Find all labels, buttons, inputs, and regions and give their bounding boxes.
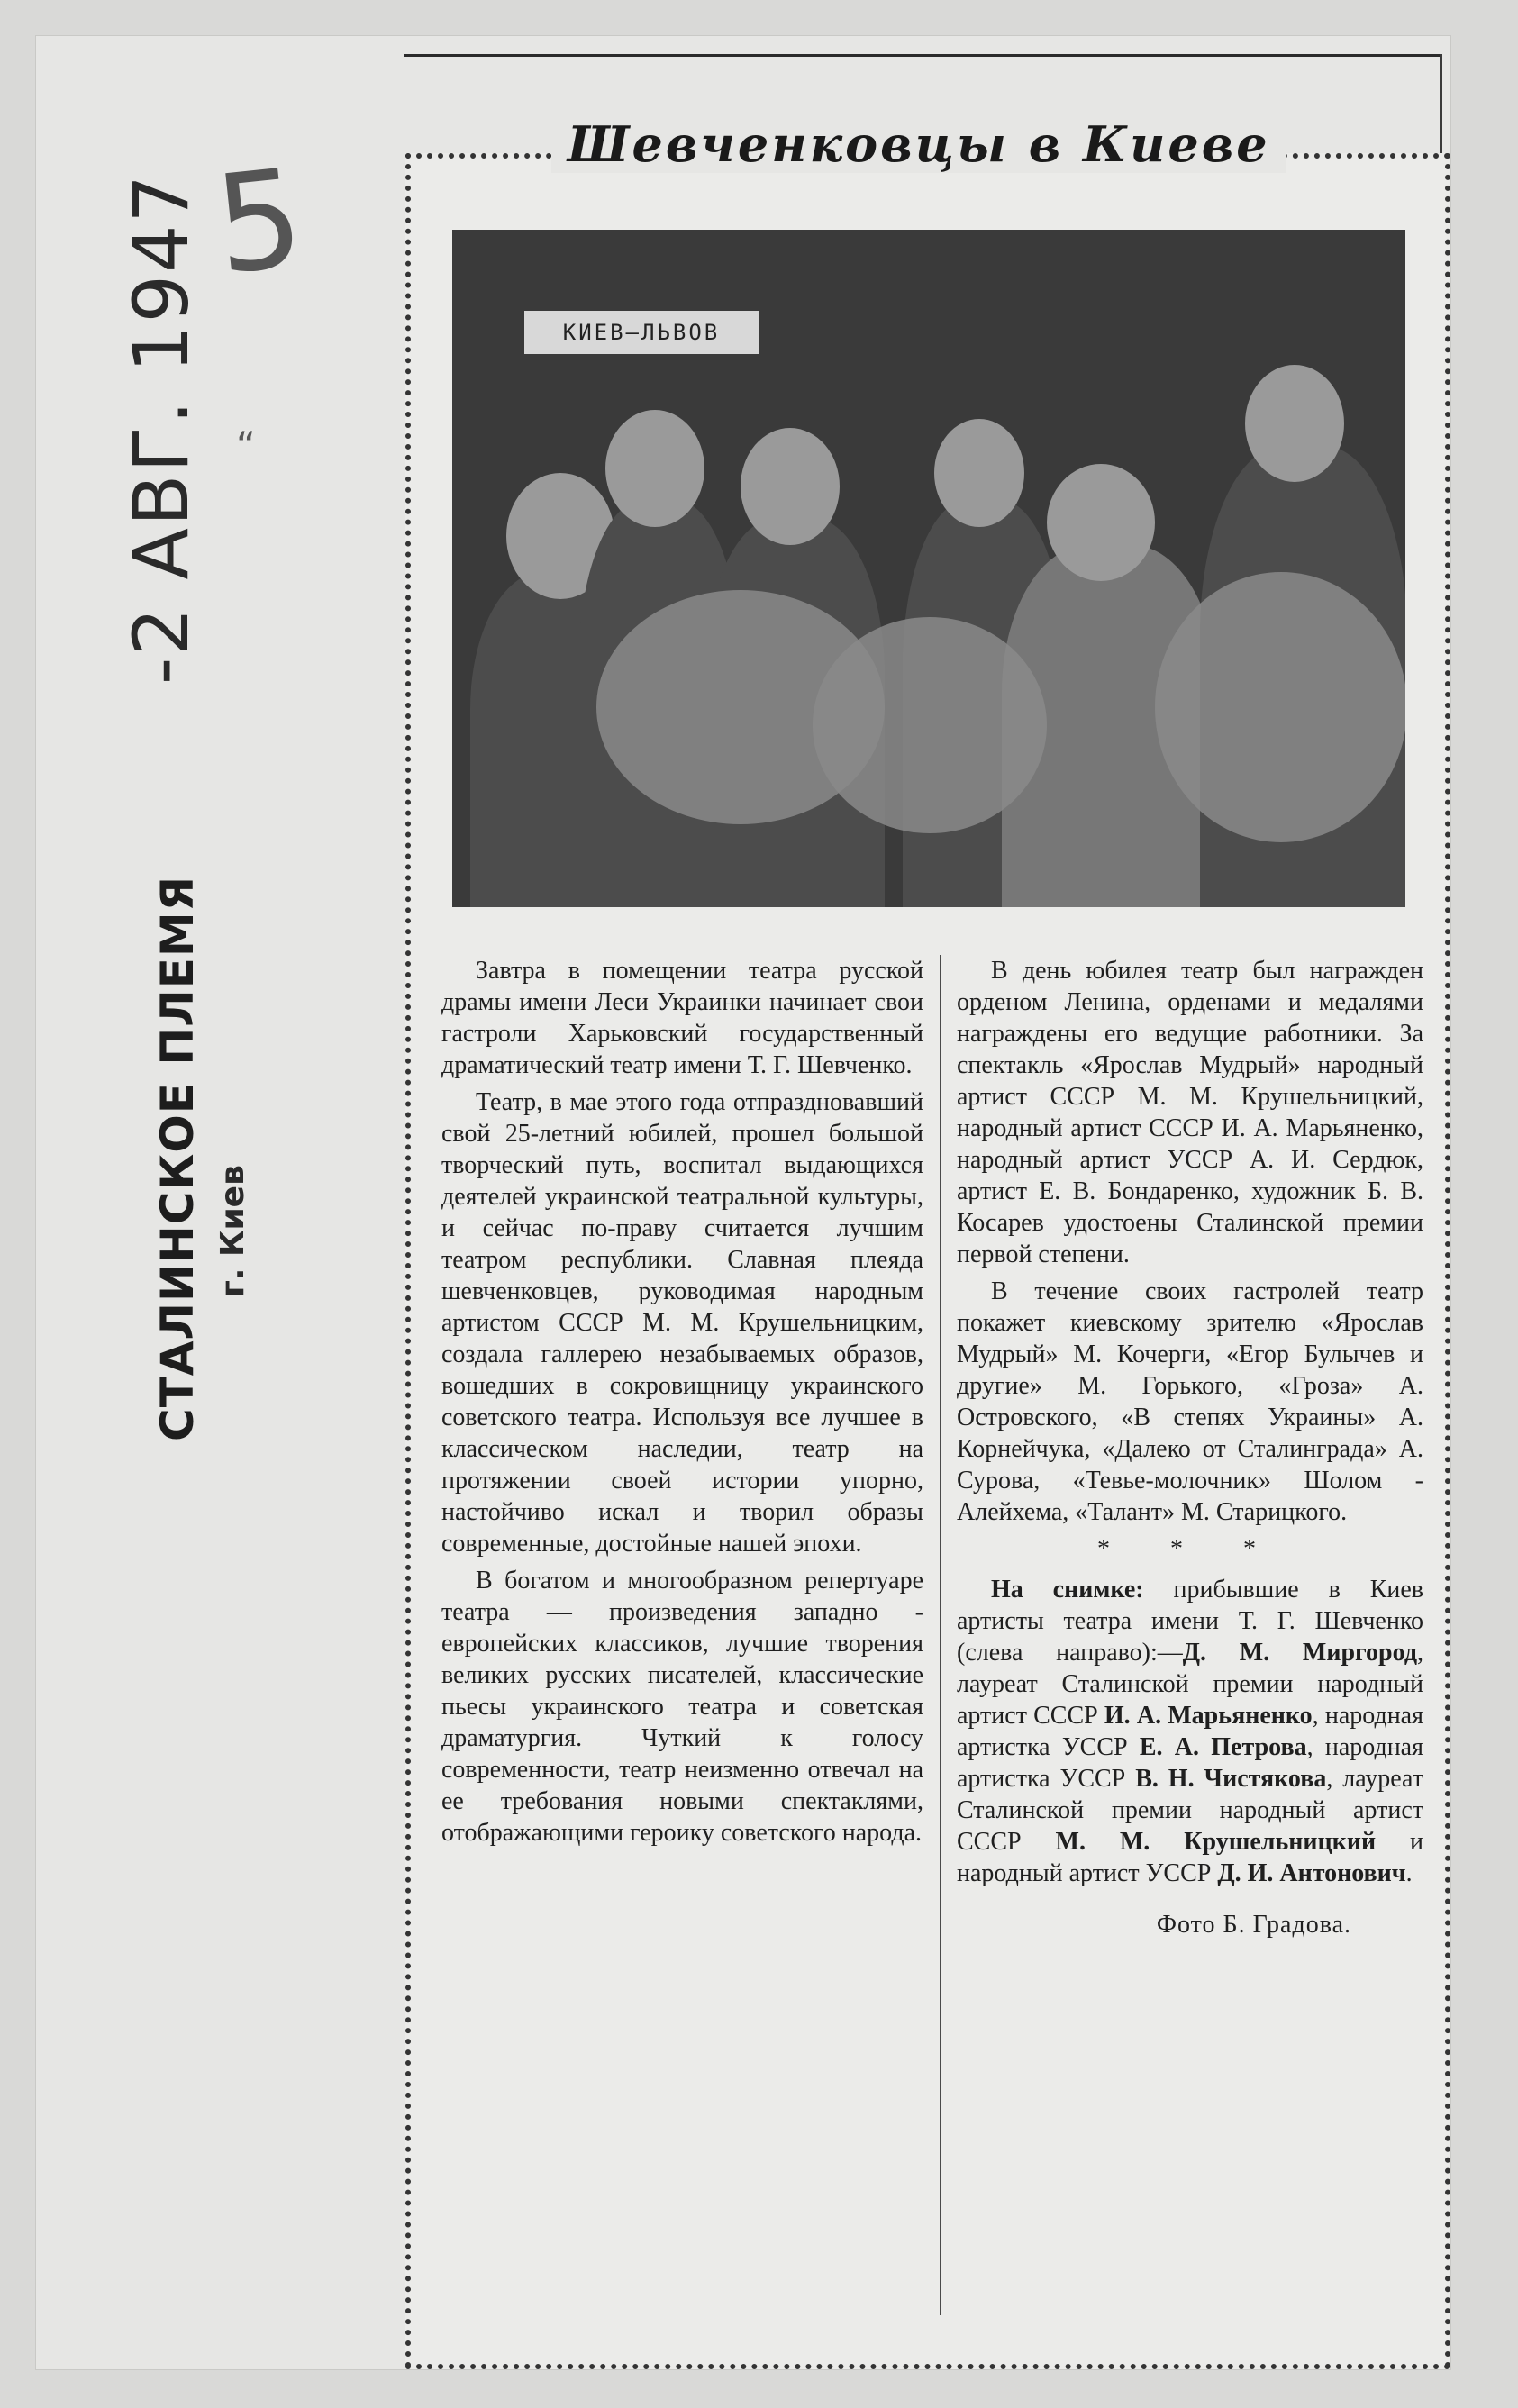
article-paragraph: В богатом и многообразном репертуаре театра — произведения западно - европейских классиков, лучшие творения великих русских писателей, классические пьесы украинского театра и советская драматургия. Чуткий к голосу современности, театр неизменно отвечал на ее требования новыми спектаклями, отображающими героику советского народа. (441, 1567, 923, 1847)
photo-caption (957, 1574, 1423, 1889)
article-photo (452, 230, 1405, 907)
caption-text: , народная артистка УССР (957, 1702, 1423, 1761)
article-right-column (957, 955, 1423, 1940)
article-paragraph: Театр, в мае этого года отпраздновавший свой 25-летний юбилей, прошел большой творческий путь, воспитал выдающихся деятелей украинской театральной культуры, и сейчас по-праву считается лучшим театром республики. Славная плеяда шевченковцев, руководимая народным артистом СССР М. М. Крушельницким, создала галлерею незабываемых образов, вошедших в сокровищницу украинского советского театра. Используя все лучшее в классическом наследии, театр на протяжении своей истории упорно, настойчиво искал и творил образы современные, достойные нашей эпохи. (441, 1088, 923, 1558)
photo-face (605, 410, 704, 527)
pencil-mark: 5 (208, 140, 311, 305)
photo-train-sign: КИЕВ–ЛЬВОВ (524, 311, 759, 354)
photo-face (1047, 464, 1155, 581)
caption-text: , народная артистка УССР (957, 1733, 1423, 1793)
photo-face (741, 428, 840, 545)
caption-name: В. Н. Чистякова (1135, 1765, 1327, 1793)
photo-bouquet (813, 617, 1047, 833)
newspaper-name-stamp: СТАЛИНСКОЕ ПЛЕМЯ (151, 875, 204, 1441)
caption-text: , лауреат Сталинской премии народный артист СССР (957, 1639, 1423, 1730)
city-stamp: г. Киев (214, 1165, 251, 1297)
photo-bouquet (1155, 572, 1405, 842)
photo-face (1245, 365, 1344, 482)
caption-name: М. М. Крушельницкий (1055, 1828, 1377, 1856)
photo-face (934, 419, 1024, 527)
date-stamp: -2 АВГ. 1947 (117, 173, 205, 685)
caption-name: Д. И. Антонович (1217, 1859, 1406, 1887)
pencil-quote-mark: “ (236, 423, 256, 468)
article-paragraph: В день юбилея театр был награжден орденом Ленина, орденами и медалями награждены его ведущие работники. За спектакль «Ярослав Мудрый» народный артист СССР М. М. Крушельницкий, народный артист СССР И. А. Марьяненко, народный артист УССР А. И. Сердюк, артист Е. В. Бондаренко, художник Б. В. Косарев удостоены Сталинской премии первой степени. (957, 957, 1423, 1268)
section-separator-stars: * * * (1097, 1535, 1283, 1563)
article-paragraph: Завтра в помещении театра русской драмы имени Леси Украинки начинает свои гастроли Харьковский государственный драматический театр имени Т. Г. Шевченко. (441, 957, 923, 1079)
caption-text: . (1405, 1859, 1413, 1887)
caption-text: прибывшие в Киев артисты театра имени Т. Г. Шевченко (слева направо):— (957, 1576, 1424, 1667)
article-left-column (441, 955, 923, 1854)
caption-name: Д. М. Миргород (1182, 1639, 1417, 1667)
column-divider (940, 955, 941, 2315)
caption-text: и народный артист УССР (957, 1828, 1423, 1887)
caption-name: И. А. Марьяненко (1104, 1702, 1313, 1730)
photo-credit: Фото Б. Градова. (1156, 1911, 1351, 1939)
caption-text: , лауреат Сталинской премии народный артист СССР (957, 1765, 1423, 1856)
caption-name: Е. А. Петрова (1139, 1733, 1307, 1761)
caption-lead: На снимке: (991, 1576, 1144, 1604)
scan-edge-top (404, 54, 1440, 57)
article-headline: Шевченковцы в Киеве (551, 115, 1286, 173)
article-paragraph: В течение своих гастролей театр покажет киевскому зрителю «Ярослав Мудрый» М. Кочерги, «Егор Булычев и другие» М. Горького, «Гроза» А. Островского, «В степях Украины» А. Корнейчука, «Далеко от Сталинграда» А. Сурова, «Тевье-молочник» Шолом - Алейхема, «Талант» М. Старицкого. (957, 1277, 1423, 1526)
